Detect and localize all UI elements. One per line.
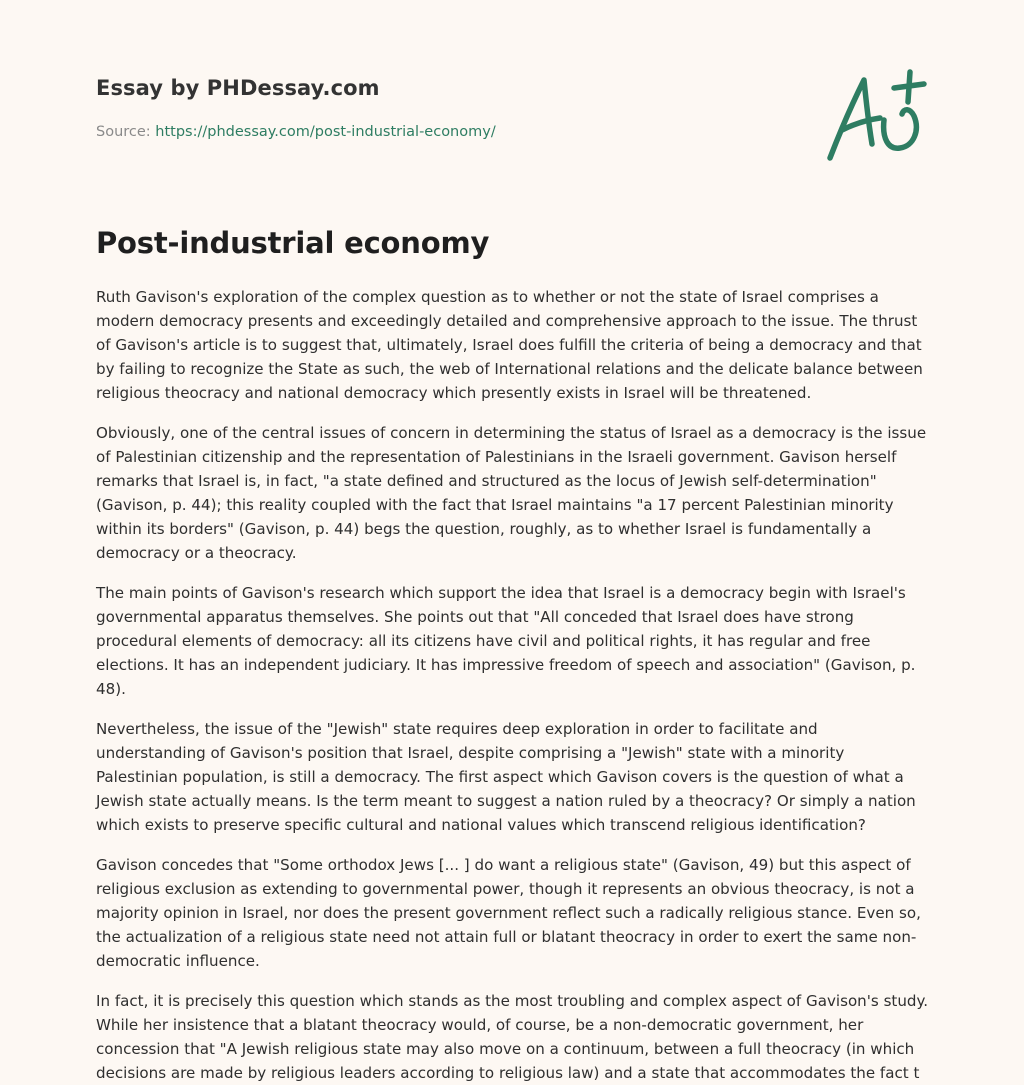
brand-title: Essay by PHDessay.com	[96, 76, 380, 100]
paragraph: Obviously, one of the central issues of concern in determining the status of Israel as a democracy is the issue of Palestinian citizenship and the representation of Palestinians in the Israeli government. Gavison herself remarks that Israel is, in fact, "a state defined and structured as the locus of Jewish self-determination" (Gavison, p. 44); this reality coupled with the fact that Israel maintains "a 17 percent Palestinian minority within its borders" (Gavison, p. 44) begs the question, roughly, as to whether Israel is fundamentally a democracy or a theocracy.	[96, 424, 927, 562]
paragraph: Ruth Gavison's exploration of the complex question as to whether or not the state of Israel comprises a modern democracy presents and exceedingly detailed and comprehensive approach to the issue. The thrust of Gavison's article is to suggest that, ultimately, Israel does fulfill the criteria of being a democracy and that by failing to recognize the State as such, the web of International relations and the delicate balance between religious theocracy and national democracy which presently exists in Israel will be threatened.	[96, 288, 923, 402]
paragraph: In fact, it is precisely this question which stands as the most troubling and complex aspect of Gavison's study. While her insistence that a blatant theocracy would, of course, be a non-democratic government, her concession that "A Jewish religious state may also move on a continuum, between a full theocracy (in which decisions are made by religious leaders according to religious law) and a state that accommodates the fact t	[96, 992, 929, 1082]
paragraph: The main points of Gavison's research which support the idea that Israel is a democracy begin with Israel's governmental apparatus themselves. She points out that "All conceded that Israel does have strong procedural elements of democracy: all its citizens have civil and political rights, it has regular and free elections. It has an independent judiciary. It has impressive freedom of speech and association" (Gavison, p. 48).	[96, 584, 916, 698]
source-link[interactable]: https://phdessay.com/post-industrial-economy/	[155, 124, 496, 140]
article-title: Post-industrial economy	[96, 226, 490, 260]
source-line	[96, 124, 496, 140]
page-header	[96, 76, 928, 140]
article-body	[96, 285, 930, 1082]
paragraph: Nevertheless, the issue of the "Jewish" state requires deep exploration in order to facilitate and understanding of Gavison's position that Israel, despite comprising a "Jewish" state with a minority Palestinian population, is still a democracy. The first aspect which Gavison covers is the question of what a Jewish state actually means. Is the term meant to suggest a nation ruled by a theocracy? Or simply a nation which exists to preserve specific cultural and national values which transcend religious identification?	[96, 720, 916, 834]
a-plus-logo-icon	[822, 68, 928, 164]
paragraph: Gavison concedes that "Some orthodox Jews [... ] do want a religious state" (Gavison, 49) but this aspect of religious exclusion as extending to governmental power, though it represents an obvious theocracy, is not a majority opinion in Israel, nor does the present government reflect such a radically religious stance. Even so, the actualization of a religious state need not attain full or blatant theocracy in order to exert the same non-democratic influence.	[96, 856, 921, 970]
source-label: Source:	[96, 124, 151, 140]
